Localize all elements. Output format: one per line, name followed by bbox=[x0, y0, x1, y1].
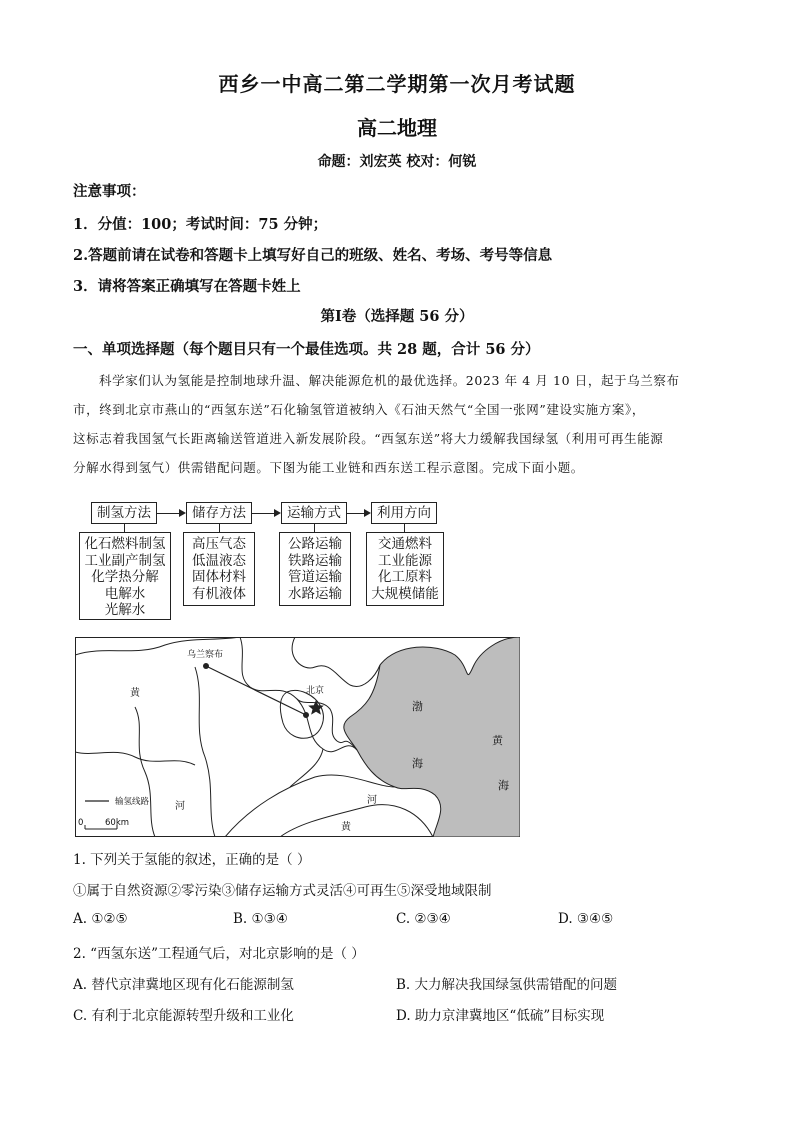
stage-head-transport: 运输方式 bbox=[281, 502, 347, 524]
stage-body-storage bbox=[183, 532, 255, 606]
map-label-beijing: 北京 bbox=[306, 686, 325, 696]
scale-zero: 0 bbox=[78, 818, 84, 828]
transport-item: 水路运输 bbox=[288, 585, 342, 602]
yanshan-dot bbox=[303, 712, 309, 718]
notice-item-2: 2.答题前请在试卷和答题卡上填写好自己的班级、姓名、考场、考号等信息 bbox=[73, 247, 553, 264]
storage-item: 高压气态 bbox=[192, 536, 246, 552]
map-label-wulanchabu: 乌兰察布 bbox=[187, 650, 224, 660]
map-label-sea: 黄 bbox=[492, 734, 503, 747]
connector-4 bbox=[404, 524, 405, 532]
map-label-sea: 海 bbox=[498, 779, 509, 792]
map-label-sea: 渤 bbox=[412, 700, 423, 713]
question-2-option-a[interactable]: A. 替代京津冀地区现有化石能源制氢 bbox=[73, 977, 294, 993]
notice-heading: 注意事项： bbox=[73, 183, 146, 200]
stage-body-transport bbox=[279, 532, 351, 606]
usage-item: 大规模储能 bbox=[371, 585, 439, 602]
passage-line-2: 市，终到北京市燕山的“西氢东送”石化输氢管道被纳入《石油天然气“全国一张网”建设实施方案》， bbox=[73, 402, 645, 417]
exam-subject: 高二地理 bbox=[357, 116, 437, 140]
pipeline-map bbox=[75, 637, 520, 837]
production-item: 化石燃料制氢 bbox=[84, 536, 166, 552]
stage-body-production bbox=[79, 532, 171, 620]
flow-arrow-1 bbox=[157, 513, 184, 514]
map-label-river: 河 bbox=[367, 795, 377, 806]
question-1-stem: 1. 下列关于氢能的叙述，正确的是（ ） bbox=[73, 852, 311, 868]
question-2-option-b[interactable]: B. 大力解决我国绿氢供需错配的问题 bbox=[396, 977, 618, 993]
passage-line-1: 科学家们认为氢能是控制地球升温、解决能源危机的最优选择。2023 年 4 月 10 日，起于乌兰察布 bbox=[99, 373, 680, 388]
question-2-option-d[interactable]: D. 助力京津冀地区“低硫”目标实现 bbox=[396, 1008, 605, 1024]
usage-item: 化工原料 bbox=[378, 569, 432, 585]
map-label-river: 黄 bbox=[341, 822, 351, 833]
map-label-river: 黄 bbox=[130, 688, 140, 699]
exam-authors: 命题：刘宏英 校对：何锐 bbox=[317, 154, 477, 170]
transport-item: 铁路运输 bbox=[288, 552, 342, 569]
passage-line-3: 这标志着我国氢气长距离输送管道进入新发展阶段。“西氢东送”将大力缓解我国绿氢（利用可再生能源 bbox=[73, 431, 664, 446]
stage-body-usage bbox=[366, 532, 444, 606]
question-1-option-c[interactable]: C. ②③④ bbox=[396, 911, 451, 927]
connector-3 bbox=[314, 524, 315, 532]
part-title: 一、单项选择题（每个题目只有一个最佳选项。共 28 题，合计 56 分） bbox=[73, 341, 540, 358]
production-item: 工业副产制氢 bbox=[84, 552, 166, 569]
volume-title: 第Ⅰ卷（选择题 56 分） bbox=[320, 308, 474, 325]
map-label-sea: 海 bbox=[412, 757, 423, 770]
usage-item: 交通燃料 bbox=[378, 536, 432, 552]
transport-item: 管道运输 bbox=[288, 569, 342, 585]
stage-head-storage: 储存方法 bbox=[186, 502, 252, 524]
transport-item: 公路运输 bbox=[288, 536, 342, 552]
production-item: 电解水 bbox=[104, 585, 146, 602]
stage-head-usage: 利用方向 bbox=[371, 502, 437, 524]
passage-line-4: 分解水得到氢气）供需错配问题。下图为能工业链和西东送工程示意图。完成下面小题。 bbox=[73, 460, 584, 475]
notice-item-1: 1．分值：100；考试时间：75 分钟； bbox=[73, 216, 328, 233]
exam-title: 西乡一中高二第二学期第一次月考试题 bbox=[218, 72, 576, 96]
stage-head-production: 制氢方法 bbox=[91, 502, 157, 524]
flow-arrow-3 bbox=[347, 513, 369, 514]
question-1-option-b[interactable]: B. ①③④ bbox=[233, 911, 288, 927]
question-2-stem: 2. “西氢东送”工程通气后，对北京影响的是（ ） bbox=[73, 946, 365, 962]
storage-item: 有机液体 bbox=[192, 585, 246, 602]
legend-label: 输氢线路 bbox=[115, 797, 150, 807]
connector-2 bbox=[219, 524, 220, 532]
connector-1 bbox=[124, 524, 125, 532]
scale-label: 60km bbox=[105, 818, 130, 828]
passage bbox=[73, 366, 723, 482]
question-1-statement: ①属于自然资源②零污染③储存运输方式灵活④可再生⑤深受地域限制 bbox=[73, 883, 492, 899]
storage-item: 低温液态 bbox=[192, 552, 246, 569]
question-1-option-d[interactable]: D. ③④⑤ bbox=[558, 911, 614, 927]
storage-item: 固体材料 bbox=[192, 569, 246, 585]
map-label-river: 河 bbox=[175, 801, 185, 812]
flow-arrow-2 bbox=[252, 513, 279, 514]
notice-item-3: 3．请将答案正确填写在答题卡姓上 bbox=[73, 278, 301, 295]
question-1-option-a[interactable]: A. ①②⑤ bbox=[73, 911, 128, 927]
production-item: 化学热分解 bbox=[91, 569, 159, 585]
usage-item: 工业能源 bbox=[378, 552, 432, 569]
production-item: 光解水 bbox=[104, 602, 146, 618]
question-2-option-c[interactable]: C. 有利于北京能源转型升级和工业化 bbox=[73, 1008, 294, 1024]
